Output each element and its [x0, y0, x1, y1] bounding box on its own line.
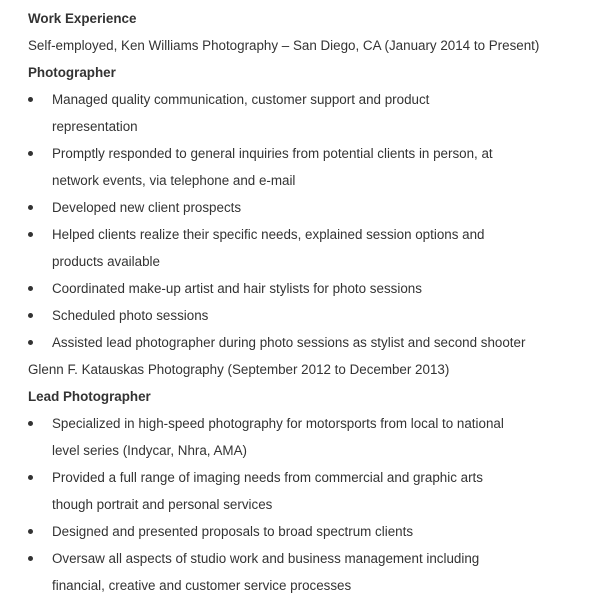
list-item-text: representation — [52, 119, 138, 134]
list-item-text: Developed new client prospects — [52, 200, 242, 215]
list-item-text: network events, via telephone and e-mail — [52, 173, 296, 188]
list-item-text: Oversaw all aspects of studio work and business management including — [52, 551, 480, 566]
bullet-icon — [28, 475, 33, 480]
list-item-text: Provided a full range of imaging needs from commercial and graphic arts — [52, 470, 483, 485]
job-title: Lead Photographer — [28, 389, 151, 404]
list-item-text: Managed quality communication, customer support and product — [52, 92, 430, 107]
job-title: Photographer — [28, 65, 116, 80]
list-item-text: Coordinated make-up artist and hair stylists for photo sessions — [52, 281, 422, 296]
employer-line: Self-employed, Ken Williams Photography – San Diego, CA (January 2014 to Present) — [28, 38, 540, 53]
bullet-icon — [28, 151, 33, 156]
employer-line: Glenn F. Katauskas Photography (September 2012 to December 2013) — [28, 362, 450, 377]
list-item-text: Helped clients realize their specific needs, explained session options and — [52, 227, 485, 242]
list-item-text: Designed and presented proposals to broad spectrum clients — [52, 524, 414, 539]
bullet-icon — [28, 97, 33, 102]
bullet-icon — [28, 340, 33, 345]
list-item-text: Specialized in high-speed photography for motorsports from local to national — [52, 416, 504, 431]
bullet-icon — [28, 313, 33, 318]
bullet-icon — [28, 286, 33, 291]
bullet-icon — [28, 205, 33, 210]
list-item-text: level series (Indycar, Nhra, AMA) — [52, 443, 247, 458]
bullet-icon — [28, 556, 33, 561]
list-item-text: Promptly responded to general inquiries from potential clients in person, at — [52, 146, 493, 161]
section-heading: Work Experience — [28, 11, 137, 26]
bullet-icon — [28, 529, 33, 534]
list-item-text: Scheduled photo sessions — [52, 308, 209, 323]
bullet-icon — [28, 232, 33, 237]
list-item-text: though portrait and personal services — [52, 497, 273, 512]
list-item-text: products available — [52, 254, 160, 269]
bullet-icon — [28, 421, 33, 426]
list-item-text: financial, creative and customer service processes — [52, 578, 352, 593]
list-item-text: Assisted lead photographer during photo sessions as stylist and second shooter — [52, 335, 526, 350]
